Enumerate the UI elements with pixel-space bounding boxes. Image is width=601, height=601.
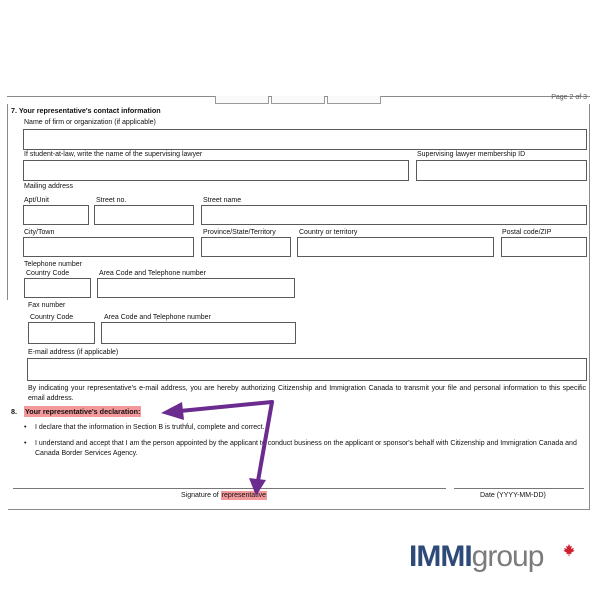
fax-label: Fax number	[28, 302, 66, 309]
city-label: City/Town	[24, 229, 55, 236]
fax-area-code-label: Area Code and Telephone number	[104, 314, 211, 321]
declaration-bullet-2: I understand and accept that I am the person appointed by the applicant to conduct business on the applicant or sponsor's behalf with Citizenship and Immigration Canada and Canada Border Services Agency.	[35, 440, 577, 457]
membership-id-label: Supervising lawyer membership ID	[417, 151, 526, 158]
page-number: Page 2 of 3	[551, 94, 587, 101]
logo-part-1: IMMI	[409, 540, 472, 573]
section-7-title: 7. Your representative's contact information	[11, 106, 161, 115]
postal-code-label: Postal code/ZIP	[502, 229, 552, 236]
telephone-label: Telephone number	[24, 261, 82, 268]
bullet-dot: •	[24, 440, 27, 447]
arrow-to-declaration	[180, 402, 272, 481]
date-label: Date (YYYY-MM-DD)	[480, 492, 546, 499]
section-8-number: 8.	[11, 407, 17, 416]
email-label: E-mail address (if applicable)	[28, 349, 119, 356]
tel-area-code-label: Area Code and Telephone number	[99, 270, 206, 277]
arrowhead-down	[249, 478, 266, 496]
firm-name-label: Name of firm or organization (if applicable)	[24, 119, 156, 126]
apt-unit-label: Apt/Unit	[24, 197, 49, 204]
arrowhead-left	[161, 402, 184, 420]
maple-leaf-icon	[562, 543, 576, 557]
signature-prefix: Signature of	[181, 492, 221, 499]
province-label: Province/State/Territory	[203, 229, 276, 236]
fax-country-code-label: Country Code	[30, 314, 74, 321]
email-authorization-text: By indicating your representative's e-mail address, you are hereby authorizing Citizenship and Immigration Canada to transmit your file and personal information to this specific email address.	[28, 385, 586, 402]
supervising-lawyer-label: If student-at-law, write the name of the supervising lawyer	[24, 151, 203, 158]
bullet-dot: •	[24, 424, 27, 431]
tel-country-code-label: Country Code	[26, 270, 70, 277]
logo-part-2: group	[471, 540, 544, 573]
section-8-title: Your representative's declaration:	[25, 407, 141, 416]
street-no-label: Street no.	[96, 197, 127, 204]
signature-highlight: representative	[221, 492, 267, 499]
mailing-address-label: Mailing address	[24, 183, 74, 190]
declaration-bullet-1: I declare that the information in Section B is truthful, complete and correct.	[35, 424, 265, 431]
country-label: Country or territory	[299, 229, 358, 236]
street-name-label: Street name	[203, 197, 242, 204]
immigroup-logo	[409, 540, 543, 574]
